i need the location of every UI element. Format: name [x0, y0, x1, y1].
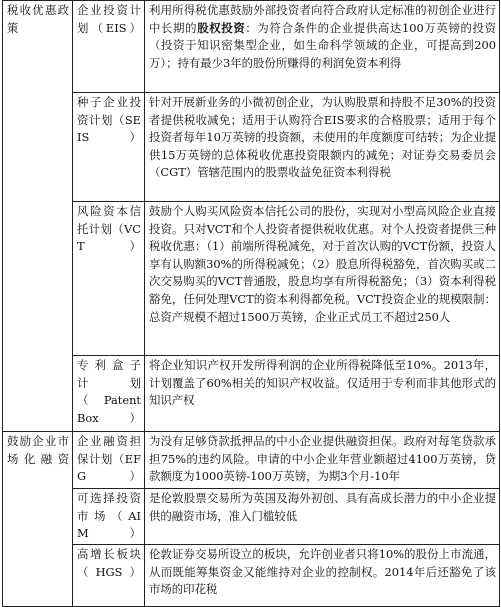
table-row: [3, 432, 500, 489]
table-row: [3, 93, 500, 202]
table-row: [3, 1, 500, 93]
scheme-desc-vct: 鼓励个人购买风险资本信托公司的股份，实现对小型高风险企业直接投资。只对VCT和个人投资者提供税收优惠。对个人投资者提供三种税收优惠：（1）前端所得税减免，对于首次认购的VCT份额，投资人享有认购额30%的所得税减免；（2）股息所得税豁免，首次购买或二次交易购买的VCT普通股，股息均享有所得税豁免；（3）资本利得税豁免，任何处理VCT的资本利得都免税。VCT投资企业的规模限制：总资产规模不超过1500万英镑，企业正式员工不超过250人: [145, 202, 500, 356]
name-part: （: [77, 393, 89, 408]
table-row: [3, 202, 500, 356]
name-part: Box）: [77, 410, 141, 425]
scheme-name-seis: 种子企业投资计划（SEIS）: [73, 93, 145, 202]
scheme-name-vct: 风险资本信托计划（VCT）: [73, 202, 145, 356]
scheme-desc-efg: 为没有足够贷款抵押品的中小企业提供融资担保。政府对每笔贷款承担75%的违约风险。申请的中小企业年营业额超过4100万英镑，贷款额度为1000英镑-100万英镑，为期3个月-10年: [145, 432, 500, 489]
name-part: 计: [77, 375, 89, 390]
name-part: 划: [129, 375, 141, 390]
scheme-name-patent-box: [73, 356, 145, 432]
desc-bold-text: 股权投资: [197, 20, 246, 35]
table-row: [3, 545, 500, 607]
name-part-row: [77, 392, 141, 410]
scheme-name-aim: 可选择投资市场（AIM）: [73, 489, 145, 545]
scheme-name-eis: 企业投资计划（EIS）: [73, 1, 145, 93]
scheme-desc-aim: 是伦敦股票交易所为英国及海外初创、具有高成长潜力的中小企业提供的融资市场，准入门槛较低: [145, 489, 500, 545]
scheme-desc-eis: [145, 1, 500, 93]
table-row: [3, 356, 500, 432]
policy-table: [2, 0, 500, 607]
scheme-desc-patent-box: 将企业知识产权开发所得利润的企业所得税降低至10%。2013年，计划覆盖了60%相关的知识产权收益。仅适用于专利而非其他形式的知识产权: [145, 356, 500, 432]
scheme-desc-hgs: 伦敦证券交易所设立的板块，允许创业者只将10%的股份上市流通，从而既能筹集资金又能维持对企业的控制权。2014年后还豁免了该市场的印花税: [145, 545, 500, 607]
scheme-desc-seis: 针对开展新业务的小微初创企业，为认购股票和持股不足30%的投资者提供税收减免；适用于认购符合EIS要求的合格股票；适用于每个投资者每年10万英镑的投资额，未使用的年度额度可结转；为企业提供15万英镑的总体税收优惠投资限额内的减免；对证券交易委员会（CGT）管辖范围内的股票收益免征资本利得税: [145, 93, 500, 202]
category-cell-tax-incentives: 税收优惠政策: [3, 1, 73, 432]
scheme-name-efg: 企业融资担保计划（EFG）: [73, 432, 145, 489]
name-part: Patent: [103, 393, 141, 408]
name-part: 专利盒子: [77, 358, 141, 372]
category-cell-market-financing: 鼓励企业市场化融资: [3, 432, 73, 607]
name-part-row: [77, 375, 141, 393]
desc-text: ：为符合条件的企业提供高达100万英镑的投资（投资于知识密集型企业，如生命科学领域的企业，可提高到200万）；持有最少3年的股份所赚得的利润免资本利得: [149, 20, 496, 70]
table-row: [3, 489, 500, 545]
desc-text: 利用所得税优惠鼓励外部投资者向符合政府认定标准的初创企业进行中长期的: [149, 3, 496, 35]
scheme-name-hgs: 高增长板块（HGS）: [73, 545, 145, 607]
